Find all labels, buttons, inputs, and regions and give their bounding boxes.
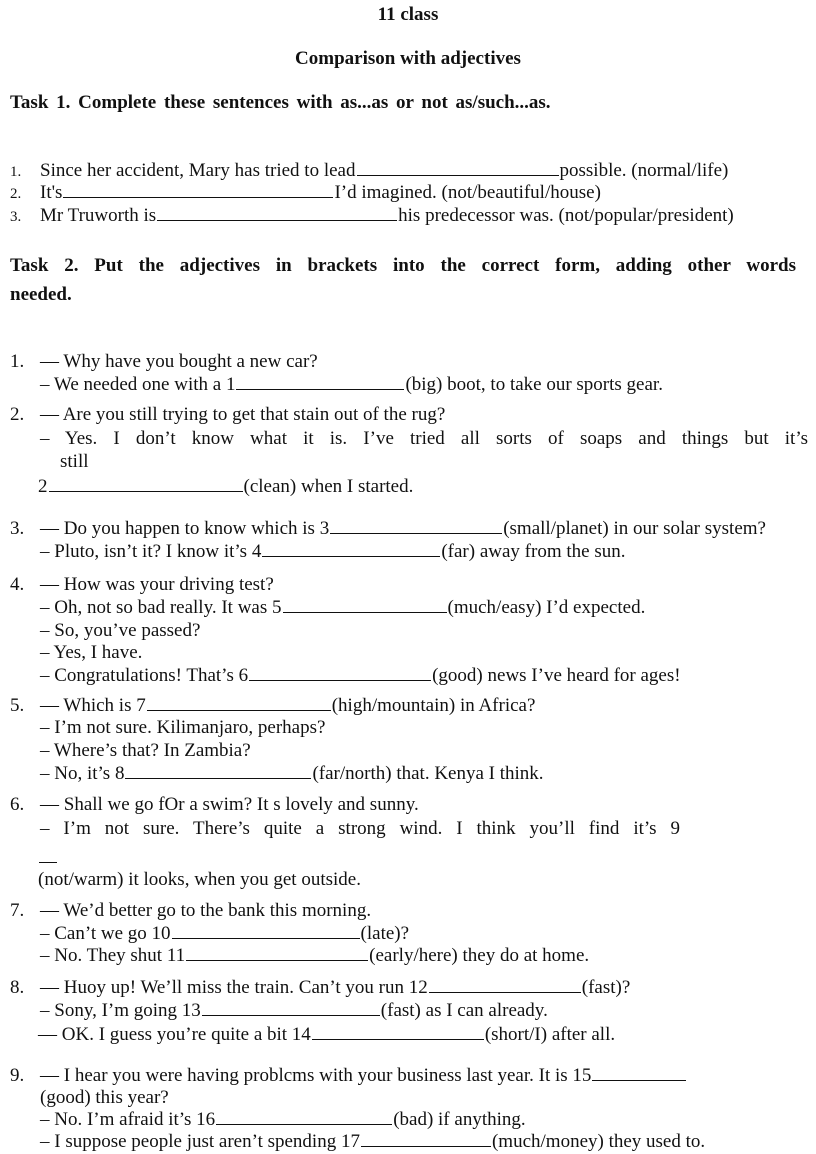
line-text: (bad) if anything. <box>393 1109 526 1130</box>
dialogue-4-line-5 <box>40 666 681 685</box>
line-text: – We needed one with a 1 <box>40 374 236 395</box>
item-number: 8. <box>10 977 25 998</box>
task2-title-line1 <box>10 256 796 275</box>
item-number: 6. <box>10 794 25 815</box>
answer-blank[interactable] <box>429 991 581 993</box>
answer-blank[interactable] <box>312 1038 484 1040</box>
task1-item-2 <box>10 183 601 202</box>
line-text: (clean) when I started. <box>243 476 414 497</box>
answer-blank[interactable] <box>262 555 440 557</box>
line-text: – Can’t we go 10 <box>40 923 171 944</box>
task1-title: Task 1. Complete these sentences with as...as or not as/such...as. <box>10 92 551 113</box>
item-number: 2. <box>10 404 25 425</box>
line-text: – I suppose people just aren’t spending 17 <box>40 1131 360 1152</box>
dialogue-2-line-4 <box>38 477 413 496</box>
dialogue-2-line-1 <box>10 405 445 424</box>
line-text: (much/easy) I’d expected. <box>447 597 646 618</box>
answer-blank[interactable] <box>330 532 502 534</box>
line-text: (high/mountain) in Africa? <box>331 695 536 716</box>
line-text: — Why have you bought a new car? <box>40 351 318 372</box>
line-text: — I hear you were having problcms with your business last year. It is 15 <box>40 1065 592 1086</box>
item-text: possible. (normal/life) <box>559 160 729 181</box>
line-text: – Pluto, isn’t it? I know it’s 4 <box>40 541 262 562</box>
answer-blank[interactable] <box>236 388 404 390</box>
line-text: 2 <box>38 476 48 497</box>
line-text: (fast) as I can already. <box>380 1000 548 1021</box>
dialogue-5-line-4 <box>40 764 544 783</box>
line-text: (short/I) after all. <box>484 1024 616 1045</box>
line-text: (early/here) they do at home. <box>369 945 590 966</box>
dialogue-1-line-1 <box>10 352 318 371</box>
dialogue-5-line-1 <box>10 696 535 715</box>
dialogue-9-line-3 <box>40 1110 526 1129</box>
line-text: – No. I’m afraid it’s 16 <box>40 1109 216 1130</box>
item-number: 5. <box>10 695 25 716</box>
line-text: – No. They shut 11 <box>40 945 186 966</box>
dialogue-5-line-2: – I’m not sure. Kilimanjaro, perhaps? <box>40 717 326 738</box>
dialogue-3-line-1 <box>10 519 766 538</box>
answer-blank[interactable] <box>49 490 243 492</box>
line-text: — Which is 7 <box>40 695 146 716</box>
line-text: (far) away from the sun. <box>441 541 626 562</box>
answer-blank[interactable] <box>361 1145 491 1147</box>
dialogue-3-line-2 <box>40 542 625 561</box>
line-text: – Congratulations! That’s 6 <box>40 665 249 686</box>
item-number: 9. <box>10 1065 25 1086</box>
line-text: – Sony, I’m going 13 <box>40 1000 201 1021</box>
grade-heading: 11 class <box>377 4 439 25</box>
task2-title-line2: needed. <box>10 284 72 305</box>
dialogue-1-line-2 <box>40 375 663 394</box>
line-text: – I’m not sure. There’s quite a strong wind. I think you’ll find it’s 9 <box>40 818 680 839</box>
line-text: (far/north) that. Kenya I think. <box>312 763 544 784</box>
dialogue-8-line-1 <box>10 978 630 997</box>
answer-blank[interactable] <box>357 174 559 176</box>
dialogue-8-line-3 <box>38 1025 615 1044</box>
item-number: 2. <box>10 186 22 202</box>
line-text: (small/planet) in our solar system? <box>503 518 766 539</box>
line-text: (good) news I’ve heard for ages! <box>432 665 681 686</box>
dialogue-9-line-2: (good) this year? <box>40 1087 169 1108</box>
line-text: — We’d better go to the bank this morning. <box>40 900 372 921</box>
task2-title-text: Task 2. Put the adjectives in brackets into the correct form, adding other words <box>10 255 796 276</box>
item-number: 3. <box>10 518 25 539</box>
dialogue-2-line-3: still <box>60 451 89 472</box>
dialogue-4-line-2 <box>40 598 645 617</box>
dialogue-4-line-3: – So, you’ve passed? <box>40 620 201 641</box>
answer-blank[interactable] <box>216 1123 392 1125</box>
dialogue-8-line-2 <box>40 1001 548 1020</box>
line-text: — Shall we go fOr a swim? It s lovely and sunny. <box>40 794 419 815</box>
page-title: Comparison with adjectives <box>295 48 521 69</box>
line-text: (much/money) they used to. <box>491 1131 706 1152</box>
dialogue-6-line-2 <box>40 819 680 838</box>
line-text: — OK. I guess you’re quite a bit 14 <box>38 1024 311 1045</box>
answer-blank[interactable] <box>63 196 333 198</box>
answer-blank[interactable] <box>172 937 360 939</box>
answer-blank[interactable] <box>249 679 431 681</box>
item-text: his predecessor was. (not/popular/president) <box>398 205 734 226</box>
item-text: Mr Truworth is <box>40 205 157 226</box>
answer-blank[interactable] <box>592 1079 686 1081</box>
dialogue-6-line-3: (not/warm) it looks, when you get outside. <box>38 869 361 890</box>
line-text: — Do you happen to know which is 3 <box>40 518 330 539</box>
answer-blank[interactable] <box>186 959 368 961</box>
answer-blank[interactable] <box>202 1014 380 1016</box>
item-number: 7. <box>10 900 25 921</box>
line-text: – No, it’s 8 <box>40 763 125 784</box>
item-number: 4. <box>10 574 25 595</box>
item-text: Since her accident, Mary has tried to lead <box>40 160 356 181</box>
answer-blank[interactable] <box>283 611 447 613</box>
line-text: (late)? <box>360 923 410 944</box>
item-number: 3. <box>10 209 22 225</box>
item-number: 1. <box>10 351 25 372</box>
line-text: (fast)? <box>581 977 631 998</box>
dialogue-7-line-2 <box>40 924 409 943</box>
line-text: – Yes. I don’t know what it is. I’ve tried all sorts of soaps and things but it’s <box>40 428 808 449</box>
item-text: I’d imagined. (not/beautiful/house) <box>334 182 601 203</box>
line-text: — Are you still trying to get that stain out of the rug? <box>40 404 446 425</box>
answer-blank[interactable] <box>147 709 331 711</box>
dialogue-5-line-3: – Where’s that? In Zambia? <box>40 740 251 761</box>
dialogue-4-line-4: – Yes, I have. <box>40 642 143 663</box>
dialogue-7-line-3 <box>40 946 589 965</box>
dialogue-9-line-1 <box>10 1066 687 1085</box>
dialogue-4-line-1 <box>10 575 274 594</box>
line-text: — How was your driving test? <box>40 574 274 595</box>
dialogue-2-line-2 <box>40 429 808 448</box>
answer-blank[interactable] <box>39 861 57 863</box>
dialogue-6-line-1 <box>10 795 419 814</box>
task1-item-3 <box>10 206 734 225</box>
line-text: (big) boot, to take our sports gear. <box>405 374 663 395</box>
task1-item-1 <box>10 161 728 180</box>
item-text: It's <box>40 182 63 203</box>
dialogue-9-line-4 <box>40 1132 705 1151</box>
item-number: 1. <box>10 164 22 180</box>
answer-blank[interactable] <box>125 777 311 779</box>
line-text: – Oh, not so bad really. It was 5 <box>40 597 282 618</box>
line-text: — Huoy up! We’ll miss the train. Can’t you run 12 <box>40 977 428 998</box>
answer-blank[interactable] <box>157 219 397 221</box>
dialogue-7-line-1 <box>10 901 371 920</box>
